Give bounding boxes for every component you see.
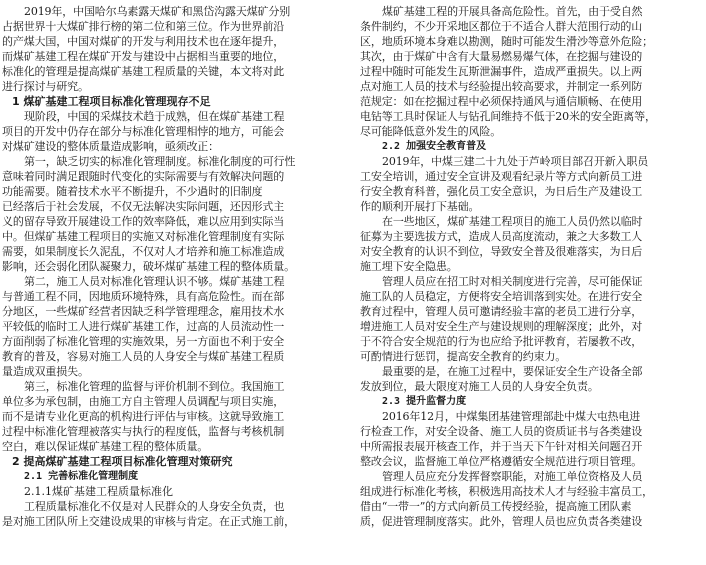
text-line: 其次，由于煤矿中含有大量易燃易爆气体，在挖掘与建设的 [360, 50, 643, 63]
text-line: 的产煤大国，中国对煤矿的开发与利用技术也在逐年提升， [2, 35, 285, 48]
text-line: 征募为主要选拔方式，造成人员高度流动，兼之大多数工人 [360, 230, 643, 243]
text-line: 意味着同时满足跟随时代变化的实际需要与有效解决问题的 [2, 170, 285, 183]
text-line: 工程质量标准化不仅是对人民群众的人身安全负责，也 [24, 500, 285, 513]
text-line: 而不是请专业化更高的机构进行评估与审核。这就导致施工 [2, 410, 285, 423]
text-line: 量造成双重损失。 [2, 365, 89, 378]
text-line: 过程中标准化管理被落实与执行的程度低，监督与考核机制 [2, 425, 285, 438]
right-column [360, 4, 704, 529]
text-line: 于不符合安全规范的行为也应给予批评教育，若屡教不改， [360, 335, 643, 348]
text-line: 占据世界十大煤矿排行榜的第二位和第三位。作为世界前沿 [2, 20, 285, 33]
subsubsection-heading: 2.1.1煤矿基建工程质量标准化 [24, 485, 173, 498]
subsection-heading: 2.1 完善标准化管理制度 [24, 471, 139, 482]
text-line: 与普通工程不同，因地质环境特殊，具有高危险性。而在部 [2, 290, 285, 303]
text-line: 教育过程中，管理人员可邀请经验丰富的老员工进行分享， [360, 305, 643, 318]
section-heading: 1 煤矿基建工程项目标准化管理现存不足 [12, 95, 211, 108]
text-line: 2019年，中煤三建二十九处于芦岭项目部召开新入职员 [382, 155, 649, 168]
text-line: 过程中随时可能发生瓦斯泄漏事件，造成严重损失。以上两 [360, 65, 643, 78]
text-line: 第三，标准化管理的监督与评价机制不到位。我国施工 [24, 380, 285, 393]
text-line: 现阶段，中国的采煤技术趋于成熟，但在煤矿基建工程 [24, 110, 285, 123]
text-line: 组成进行标准化考核，积极选用高技术人才与经验丰富员工， [360, 485, 653, 498]
text-line: 工安全培训，通过安全宣讲及观看纪录片等方式向新员工进 [360, 170, 643, 183]
text-line: 义的留存导致开展建设工作的效率降低，难以应用到实际当 [2, 215, 285, 228]
text-line: 平较低的临时工人进行煤矿基建工作，过高的人员流动性一 [2, 320, 285, 333]
text-line: 对煤矿建设的整体质量造成影响，亟须改正： [2, 140, 219, 153]
text-line: 项目的开发中仍存在部分与标准化管理相悖的地方，可能会 [2, 125, 285, 138]
text-line: 施工队的人员稳定，方便将安全培训落到实处。在进行安全 [360, 290, 643, 303]
text-line: 单位多为承包制，由施工方自主管理人员调配与项目实施， [2, 395, 285, 408]
text-line: 增进施工人员对安全生产与建设规则的理解深度；此外，对 [360, 320, 643, 333]
text-line: 最重要的是，在施工过程中，要保证安全生产设备全部 [382, 365, 643, 378]
text-line: 区，地质环境本身难以勘测，随时可能发生滑沙等意外危险； [360, 35, 653, 48]
text-line: 空白，难以保证煤矿基建工程的整体质量。 [2, 440, 209, 453]
text-line: 进行探讨与研究。 [2, 80, 89, 93]
section-heading: 2 提高煤矿基建工程项目标准化管理对策研究 [12, 455, 233, 468]
text-line: 可酌情进行惩罚，提高安全教育的约束力。 [360, 350, 567, 363]
text-line: 功能需要。随着技术水平不断提升，不少過时的旧制度 [2, 185, 263, 198]
text-line: 方面削弱了标准化管理的实施效果，另一方面也不利于安全 [2, 335, 285, 348]
text-line: 中。但煤矿基建工程项目的实施又对标准化管理制度有实际 [2, 230, 285, 243]
text-line: 标准化的管理是提高煤矿基建工程质量的关键，本文将对此 [2, 65, 285, 78]
text-line: 第二，施工人员对标准化管理认识不够。煤矿基建工程 [24, 275, 285, 288]
text-line: 对安全教育的认识不到位，导致安全普及很难落实，为日后 [360, 245, 643, 258]
text-line: 整改会议，监督施工单位严格遵循安全规范进行项目管理。 [360, 455, 643, 468]
text-line: 2019年，中国哈尔乌素露天煤矿和黑岱沟露天煤矿分别 [24, 5, 291, 18]
subsection-heading: 2.2 加强安全教育普及 [382, 141, 487, 152]
text-line: 中所需报表展开核查工作，并于当天下午针对相关问题召开 [360, 440, 643, 453]
text-line: 已经落后于社会发展，不仅无法解决实际问题，还因形式主 [2, 200, 285, 213]
text-line: 在一些地区，煤矿基建工程项目的施工人员仍然以临时 [382, 215, 643, 228]
text-line: 施工埋下安全隐患。 [360, 260, 458, 273]
text-line: 教育的普及，容易对施工人员的人身安全与煤矿基建工程质 [2, 350, 285, 363]
text-line: 是对施工团队所上交建设成果的审核与肯定。在正式施工前， [2, 515, 295, 528]
subsection-heading: 2.3 提升监督力度 [382, 396, 467, 407]
text-line: 行检查工作，对安全设备、施工人员的资质证书与各类建设 [360, 425, 643, 438]
text-line: 条件制约，不少开采地区都位于不适合人群大范围行动的山 [360, 20, 643, 33]
text-line: 第一，缺乏切实的标准化管理制度。标准化制度的可行性 [24, 155, 296, 168]
text-line: 而煤矿基建工程在煤矿开发与建设中占据相当重要的地位， [2, 50, 285, 63]
text-line: 发放到位，最大限度对施工人员的人身安全负责。 [360, 380, 599, 393]
text-line: 煤矿基建工程的开展具备高危险性。首先，由于受自然 [382, 5, 643, 18]
text-line: 点对施工人员的技术与经验提出较高要求，并制定一系列防 [360, 80, 643, 93]
text-line: 2016年12月，中煤集团基建管理部赴中煤大屯热电进 [382, 410, 641, 423]
left-column [2, 4, 344, 529]
text-line: 分地区，一些煤矿经营者因缺乏科学管理理念，雇用技术水 [2, 305, 285, 318]
text-line: 管理人员应充分发挥督察职能，对施工单位资格及人员 [382, 470, 643, 483]
text-line: 需要，如果制度长久泥乱，不仅对人才培养和施工标准造成 [2, 245, 285, 258]
text-line: 影响，还会弱化团队凝聚力，破坏煤矿基建工程的整体质量。 [2, 260, 295, 273]
text-line: 尽可能降低意外发生的风险。 [360, 125, 502, 138]
text-line: 借由“一带一”的方式向新员工传授经验，提高施工团队素 [360, 500, 632, 513]
text-line: 作的顺利开展打下基础。 [360, 200, 480, 213]
text-line: 质，促进管理制度落实。此外，管理人员也应负责各类建设 [360, 515, 643, 528]
text-line: 行安全教育科普，强化员工安全意识，为日后生产及建设工 [360, 185, 643, 198]
text-line: 电钻等工具时保证人与钻孔间维持不低于20米的安全距离等， [360, 110, 656, 123]
text-line: 管理人员应在招工时对相关制度进行完善，尽可能保证 [382, 275, 643, 288]
text-line: 范规定：如在挖掘过程中必须保持通风与通信顺畅、在使用 [360, 95, 643, 108]
